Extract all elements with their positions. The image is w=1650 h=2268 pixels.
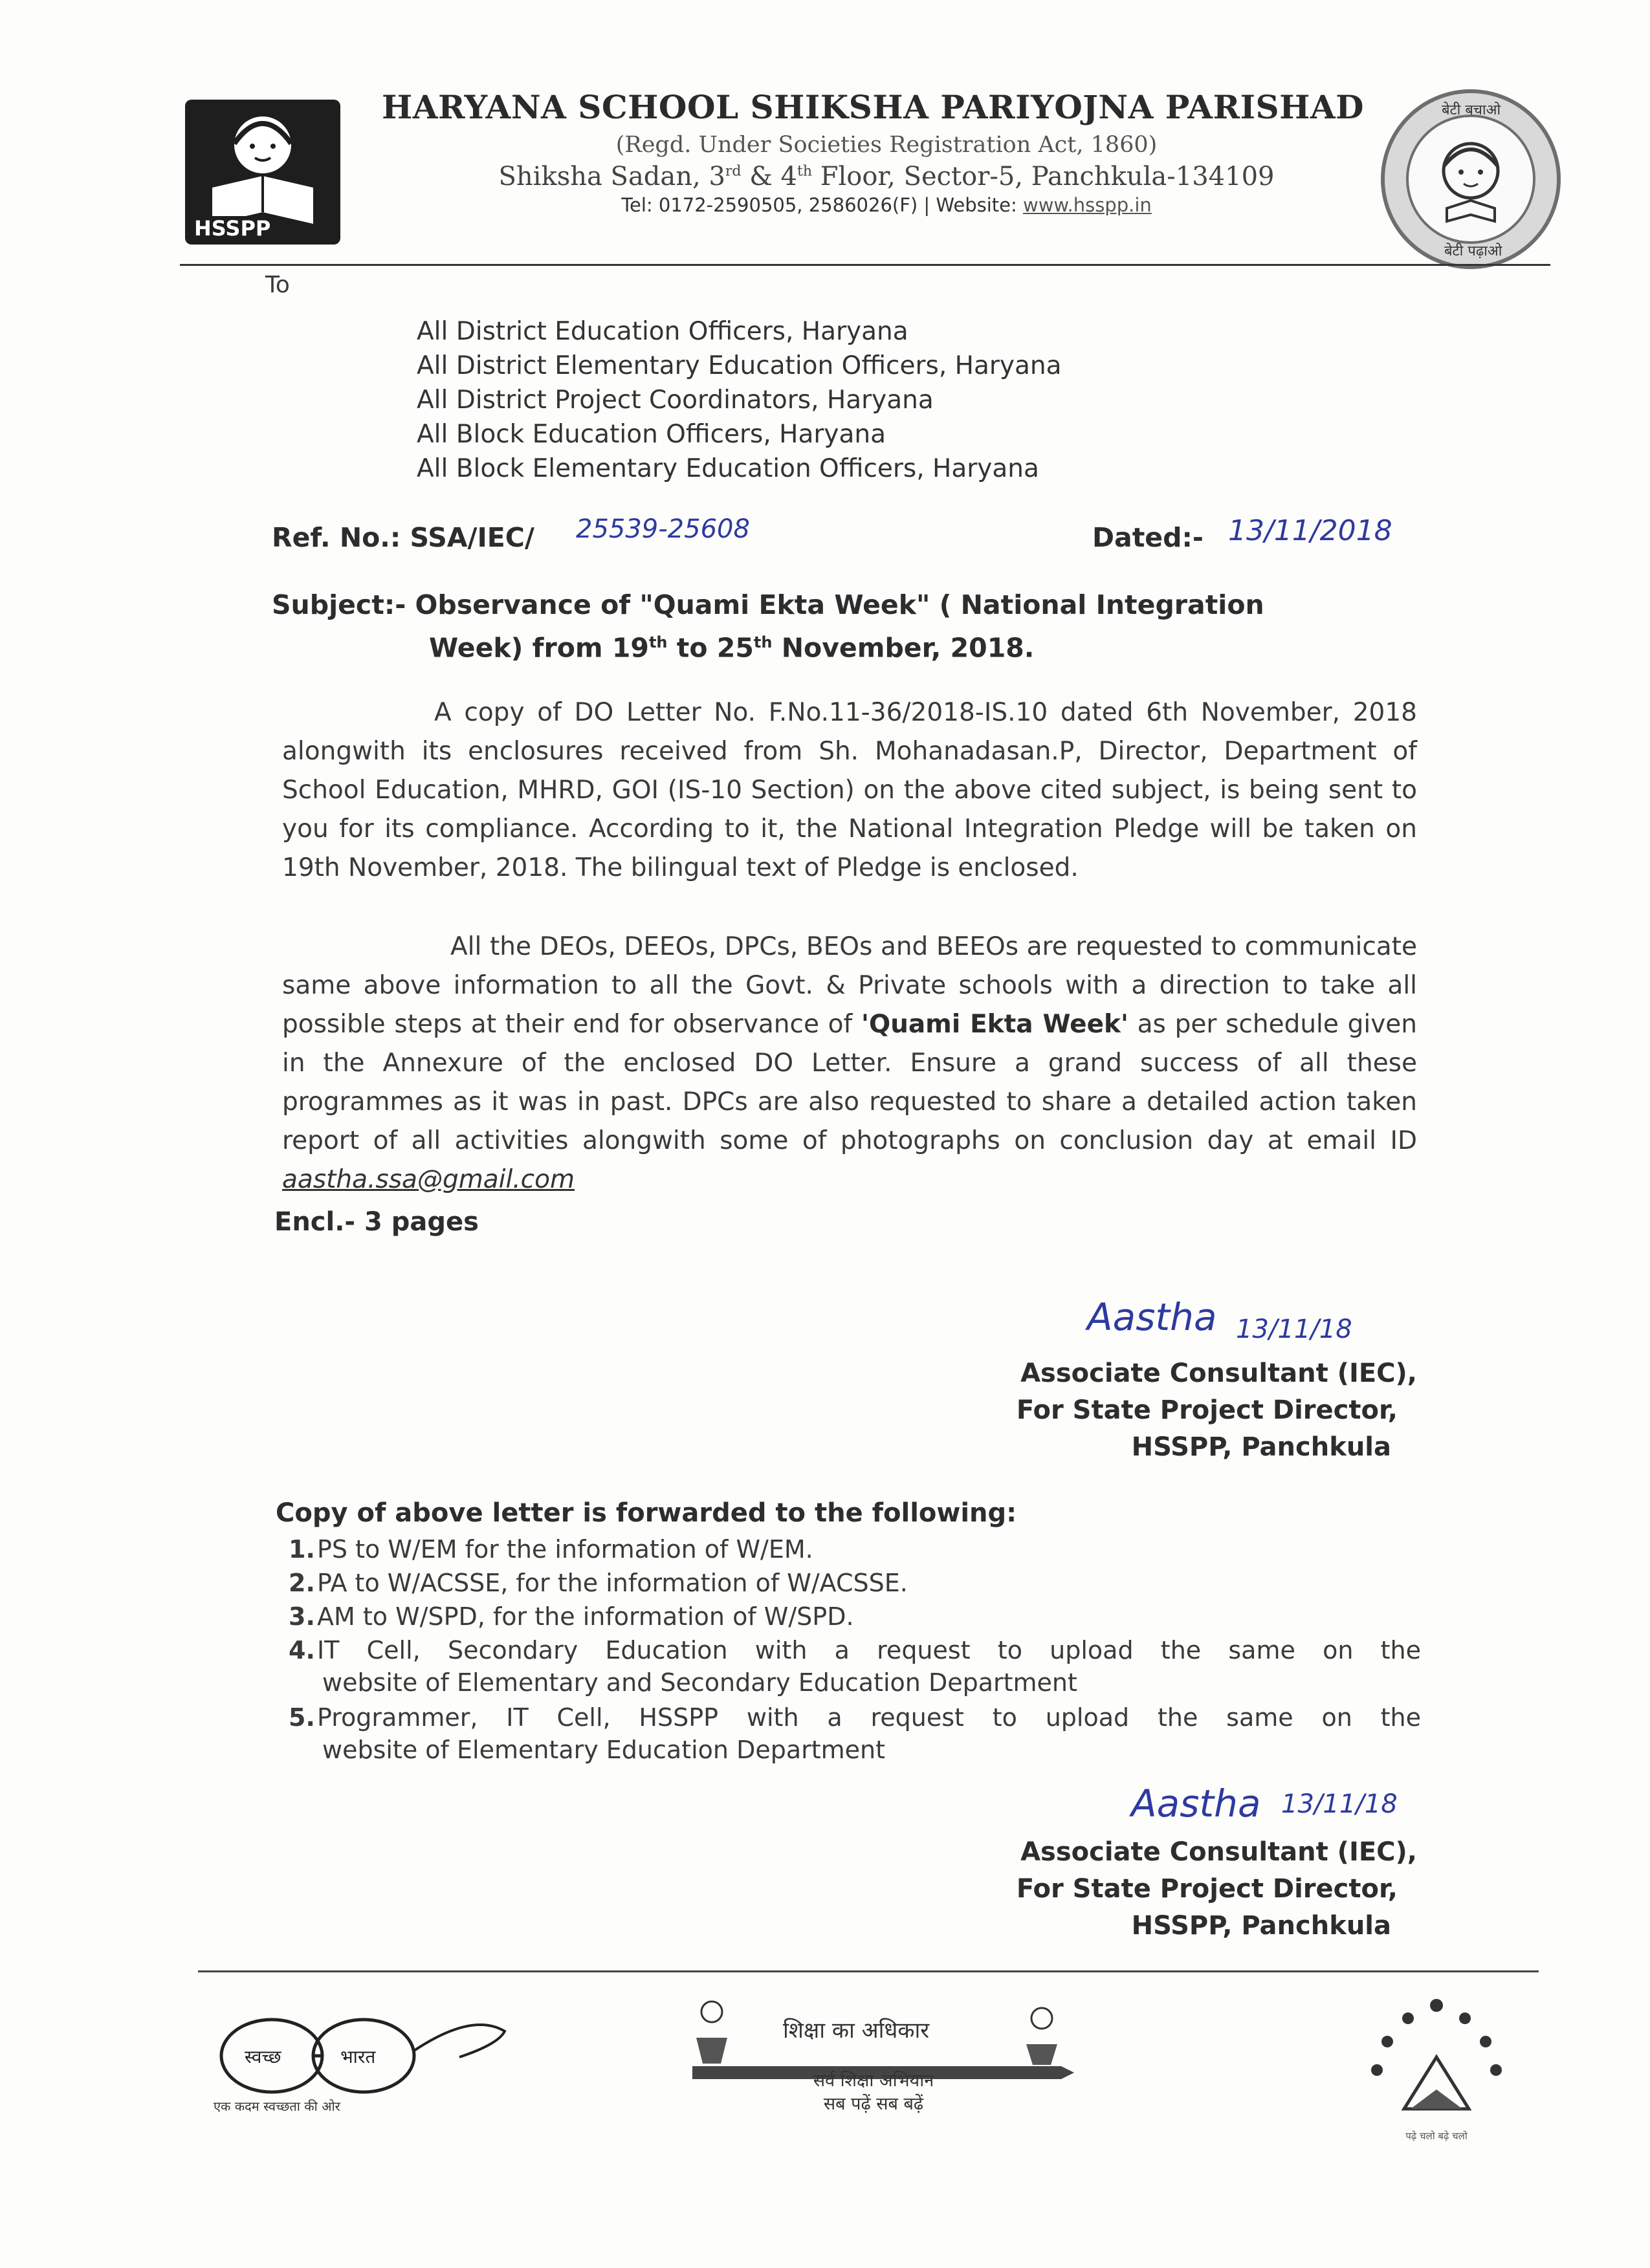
to-label: To bbox=[265, 272, 290, 298]
ssa-emblem bbox=[1346, 1979, 1527, 2135]
subject bbox=[272, 586, 1417, 667]
enclosures-note: Encl.- 3 pages bbox=[274, 1207, 479, 1237]
subject-line-1: Subject:- Observance of "Quami Ekta Week" ( National Integration bbox=[272, 589, 1264, 620]
header-divider bbox=[180, 264, 1550, 266]
rte-subtitle: सर्व शिक्षा अभियान bbox=[813, 2071, 934, 2091]
footer-divider bbox=[198, 1970, 1539, 1972]
registration-line: (Regd. Under Societies Registration Act, 1860) bbox=[615, 132, 1158, 158]
email-link[interactable]: aastha.ssa@gmail.com bbox=[282, 1165, 575, 1194]
signature-handwritten: Aastha bbox=[1131, 1782, 1261, 1826]
addressee-line: All District Project Coordinators, Haryana bbox=[417, 386, 934, 415]
logo-caption-top: बेटी बचाओ bbox=[1442, 102, 1501, 118]
date-handwritten: 13/11/2018 bbox=[1228, 514, 1392, 547]
rte-tagline: सब पढ़ें सब बढ़ें bbox=[823, 2094, 924, 2114]
signature-date: 13/11/18 bbox=[1281, 1789, 1398, 1819]
bharat-word: भारत bbox=[340, 2046, 376, 2067]
addressee-line: All District Education Officers, Haryana bbox=[417, 317, 908, 346]
copy-to-item: 4.IT Cell, Secondary Education with a request to upload the same on the website of Elementary and Secondary Education Department bbox=[289, 1636, 1421, 1697]
website-link[interactable]: www.hsspp.in bbox=[1023, 194, 1152, 216]
signatory-title: Associate Consultant (IEC), bbox=[1020, 1837, 1417, 1867]
subject-line-2: Week) from 19th to 25th November, 2018. bbox=[429, 632, 1035, 664]
signature-date: 13/11/18 bbox=[1236, 1314, 1352, 1344]
copy-to-item: 1.PS to W/EM for the information of W/EM. bbox=[289, 1535, 813, 1564]
rte-title: शिक्षा का अधिकार bbox=[783, 2018, 930, 2044]
signatory-office: HSSPP, Panchkula bbox=[1131, 1432, 1391, 1462]
copy-to-item: 3.AM to W/SPD, for the information of W/SPD. bbox=[289, 1602, 854, 1631]
addressee-line: All Block Elementary Education Officers, Haryana bbox=[417, 454, 1039, 483]
body-paragraph-1: A copy of DO Letter No. F.No.11-36/2018-IS.10 dated 6th November, 2018 alongwith its enclosures received from Sh. Mohanadasan.P, Director, Department of School Education, MHRD, GOI (IS-10 Section) on the above cited subject, is being sent to you for its compliance. According to it, the National Integration Pledge will be taken on 19th November, 2018. The bilingual text of Pledge is enclosed. bbox=[282, 698, 1417, 882]
swachh-caption: एक कदम स्वच्छता की ओर bbox=[214, 2099, 340, 2114]
body-paragraph-2: All the DEOs, DEEOs, DPCs, BEOs and BEEOs are requested to communicate same above information to all the Govt. & Private schools with a direction to take all possible steps at their end for observance of 'Quami Ekta Week' as per schedule given in the Annexure of the enclosed DO Letter. Ensure a grand success of all these programmes as it was in past. DPCs are also requested to share a detailed action taken report of all activities alongwith some of photographs on conclusion day at email ID aastha.ssa@gmail.com bbox=[282, 932, 1417, 1194]
date-label: Dated:- bbox=[1092, 522, 1204, 553]
organization-address: Shiksha Sadan, 3rd & 4th Floor, Sector-5, Panchkula-134109 bbox=[498, 162, 1275, 191]
signatory-role: For State Project Director, bbox=[1016, 1874, 1398, 1904]
beti-bachao-logo bbox=[1380, 88, 1562, 270]
signatory-title: Associate Consultant (IEC), bbox=[1020, 1358, 1417, 1388]
copy-to-heading: Copy of above letter is forwarded to the following: bbox=[276, 1498, 1017, 1528]
copy-to-item: 5.Programmer, IT Cell, HSSPP with a request to upload the same on the website of Elementary Education Department bbox=[289, 1703, 1421, 1764]
signature-handwritten: Aastha bbox=[1087, 1295, 1217, 1339]
organization-name: HARYANA SCHOOL SHIKSHA PARIYOJNA PARISHAD bbox=[382, 88, 1365, 126]
contact-line: Tel: 0172-2590505, 2586026(F) | Website: www.hsspp.in bbox=[621, 194, 1152, 216]
swachh-bharat-logo bbox=[214, 2005, 511, 2109]
hsspp-logo bbox=[182, 97, 343, 247]
copy-to-item: 2.PA to W/ACSSE, for the information of W/ACSSE. bbox=[289, 1569, 908, 1597]
swachh-word: स्वच्छ bbox=[245, 2046, 281, 2067]
logo-text: HSSPP bbox=[192, 216, 273, 241]
addressee-line: All District Elementary Education Officers, Haryana bbox=[417, 351, 1062, 380]
addressee-line: All Block Education Officers, Haryana bbox=[417, 420, 886, 449]
logo-caption-bottom: बेटी पढ़ाओ bbox=[1444, 243, 1502, 259]
signatory-office: HSSPP, Panchkula bbox=[1131, 1911, 1391, 1941]
reference-number-handwritten: 25539-25608 bbox=[576, 514, 750, 544]
emblem-caption: पढ़े चलो बढ़े चलो bbox=[1405, 2130, 1468, 2142]
reference-number-label: Ref. No.: SSA/IEC/ bbox=[272, 522, 534, 553]
signatory-role: For State Project Director, bbox=[1016, 1395, 1398, 1425]
